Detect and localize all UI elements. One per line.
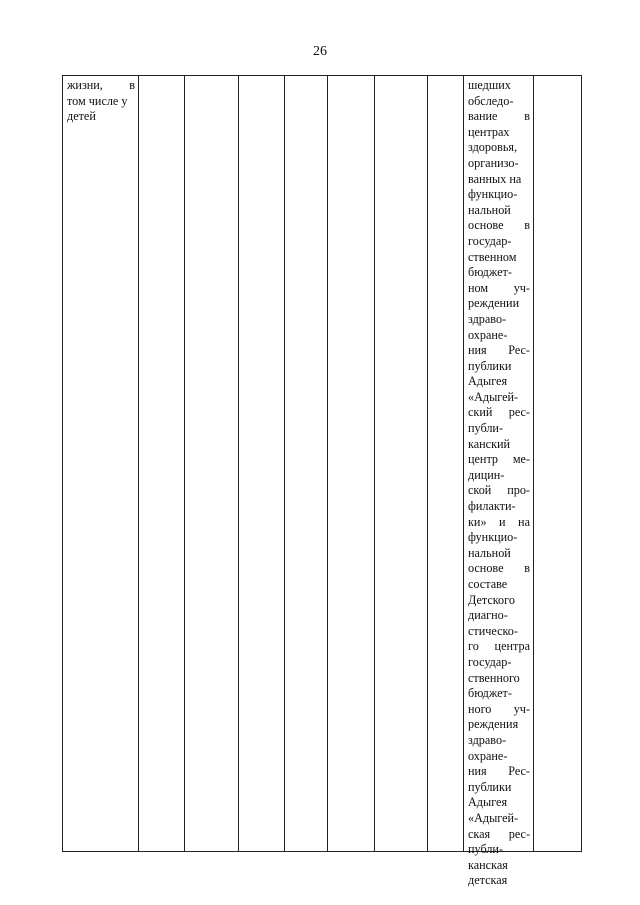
cell-text-line: филакти- [468,499,516,514]
cell-text-line: охране- [468,748,508,763]
cell-text-line: нальной [468,202,511,217]
column-divider [374,76,375,851]
cell-text-line: ного уч- [468,701,530,716]
cell-text-line: «Адыгей- [468,810,519,825]
cell-text-line: здраво- [468,311,507,326]
cell-text-line: ской про- [468,483,530,498]
cell-text-line: организо- [468,155,519,170]
cell-text-line: бюджет- [468,265,512,280]
cell-text-line: канская [468,857,508,872]
cell-text-line: детей [67,109,96,124]
cell-text-line: реждении [468,296,520,311]
cell-text-line: ский рес- [468,405,530,420]
cell-text-line: публики [468,358,512,373]
cell-text-line: Детского [468,592,515,607]
cell-text-line: ванных на [468,171,522,186]
column-divider [238,76,239,851]
column-divider [327,76,328,851]
cell-text-line: ская рес- [468,826,530,841]
cell-text-line: центрах [468,124,510,139]
cell-text-line: бюджет- [468,686,512,701]
cell-text-line: том числе у [67,93,128,108]
cell-text-line: обследо- [468,93,514,108]
cell-text-line: вание в [468,109,530,124]
cell-text-line: реждения [468,717,519,732]
cell-text-line: государ- [468,654,512,669]
cell-text-line: ния Рес- [468,343,530,358]
cell-text-line: функцио- [468,187,518,202]
cell-text-line: ственного [468,670,520,685]
cell-text-line: здоровья, [468,140,518,155]
cell-text-line: ном уч- [468,280,530,295]
description-column-cell [468,78,530,889]
cell-text-line: государ- [468,233,512,248]
page-number: 26 [313,44,327,59]
cell-text-line: жизни, в [67,78,135,92]
cell-text-line: публики [468,779,512,794]
cell-text-line: «Адыгей- [468,389,519,404]
cell-text-line: составе [468,577,508,591]
column-divider [427,76,428,851]
cell-text-line: детская [468,873,508,888]
cell-text-line: ственном [468,249,517,264]
cell-text-line: стическо- [468,623,518,638]
cell-text-line: функцио- [468,530,518,545]
cell-text-line: шедших [468,78,511,92]
cell-text-line: го центра [468,639,530,654]
column-divider [184,76,185,851]
cell-text-line: основе в [468,561,530,576]
cell-text-line: основе в [468,218,530,233]
cell-text-line: диагно- [468,608,508,623]
cell-text-line: здраво- [468,732,507,747]
cell-text-line: ки» и на [468,514,530,529]
cell-text-line: Адыгея [468,374,508,389]
cell-text-line: центр ме- [468,452,530,467]
cell-text-line: публи- [468,842,504,857]
data-table [62,75,582,888]
cell-text-line: Адыгея [468,795,508,810]
cell-text-line: канский [468,436,511,451]
cell-text-line: дицин- [468,467,505,482]
cell-text-line: нальной [468,545,511,560]
cell-text-line: охране- [468,327,508,342]
column-divider [138,76,139,851]
cell-text-line: публи- [468,421,504,436]
cell-text-line: ния Рес- [468,764,530,779]
column-divider [463,76,464,851]
column-divider [533,76,534,851]
column-divider [284,76,285,851]
first-column-cell [67,78,135,125]
